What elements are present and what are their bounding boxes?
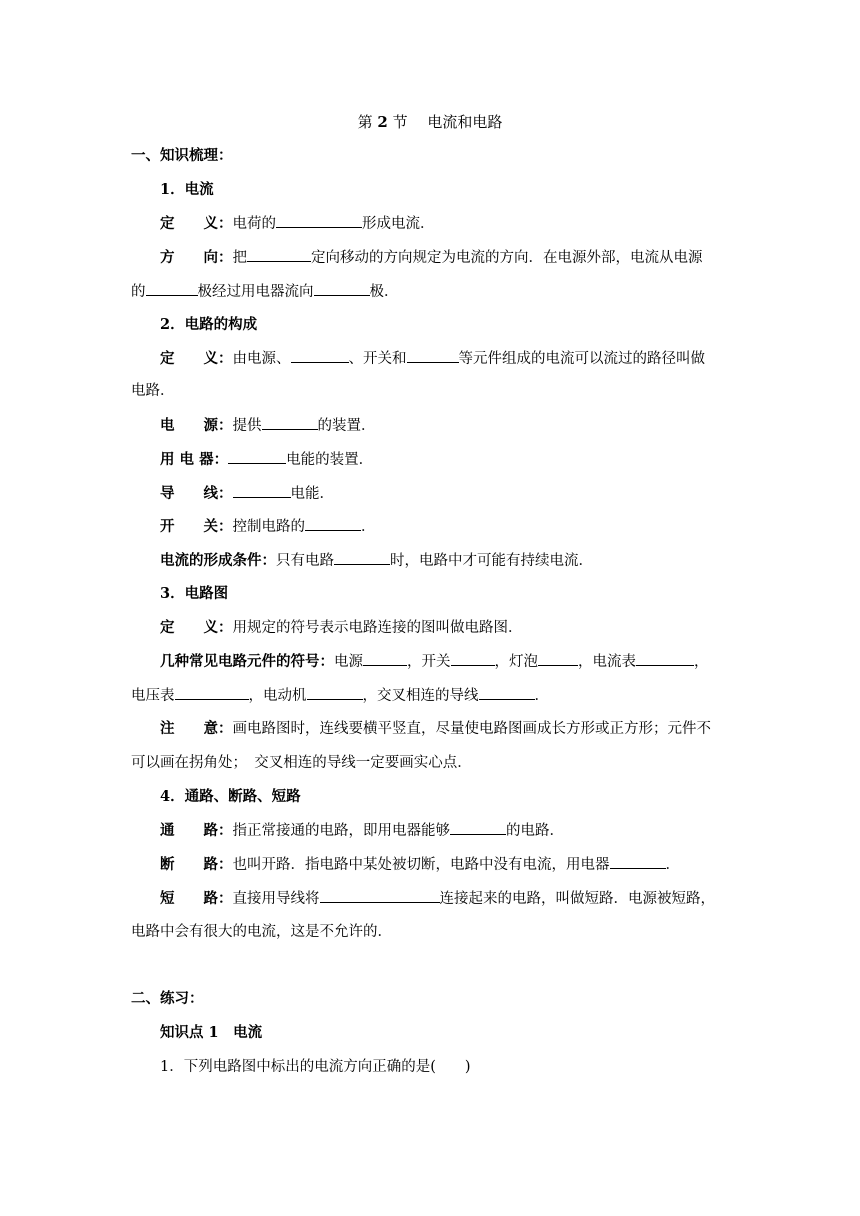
blank-line[interactable]	[407, 348, 459, 363]
composition-definition-cont: 电路．	[131, 383, 175, 399]
blank-line[interactable]	[479, 685, 535, 700]
blank-line[interactable]	[610, 854, 666, 869]
blank-line[interactable]	[538, 651, 578, 666]
current-condition-line: 电流的形成条件：只有电路 时，电路中才可能有持续电流．	[160, 552, 593, 569]
short-circuit-line: 短 路：直接用导线将 连接起来的电路，叫做短路．电源被短路，	[160, 890, 715, 907]
composition-definition: 定 义：由电源、 、开关和 等元件组成的电流可以流过的路径叫做	[160, 350, 705, 367]
power-source-line: 电 源：提供 的装置．	[160, 417, 376, 434]
blank-line[interactable]	[175, 685, 249, 700]
blank-line[interactable]	[305, 516, 361, 531]
blank-line[interactable]	[450, 820, 506, 835]
section-knowledge-heading: 一、知识梳理：	[131, 147, 233, 164]
current-direction: 方 向：把 定向移动的方向规定为电流的方向．在电源外部，电流从电源	[160, 249, 703, 266]
blank-line[interactable]	[247, 247, 311, 262]
knowledge-point-heading: 知识点 1 电流	[160, 1024, 263, 1041]
short-circuit-line-cont: 电路中会有很大的电流，这是不允许的．	[131, 924, 392, 940]
blank-line[interactable]	[363, 651, 407, 666]
current-direction-cont: 的 极经过用电器流向 极．	[131, 281, 731, 302]
diagram-definition: 定 义：用规定的符号表示电路连接的图叫做电路图．	[160, 619, 523, 636]
diagram-heading: 3．电路图	[160, 585, 229, 602]
blank-line[interactable]	[228, 449, 286, 464]
page-title: 第 2 节 电流和电路	[357, 113, 503, 131]
current-definition: 定 义：电荷的 形成电流．	[160, 215, 435, 232]
blank-line[interactable]	[334, 550, 390, 565]
symbols-line: 几种常见电路元件的符号：电源 ，开关 ，灯泡 ，电流表 ，	[160, 653, 709, 670]
blank-line[interactable]	[314, 281, 370, 296]
section-practice-heading: 二、练习：	[131, 990, 204, 1007]
note-line-cont: 可以画在拐角处； 交叉相连的导线一定要画实心点．	[131, 755, 472, 771]
blank-line[interactable]	[276, 213, 362, 228]
closed-circuit-line: 通 路：指正常接通的电路，即用电器能够 的电路．	[160, 822, 564, 839]
question-1: 1．下列电路图中标出的电流方向正确的是( )	[160, 1059, 471, 1075]
switch-line: 开 关：控制电路的 ．	[160, 518, 376, 535]
appliance-line: 用 电 器： 电能的装置．	[160, 451, 374, 468]
blank-line[interactable]	[636, 651, 694, 666]
composition-heading: 2．电路的构成	[160, 316, 258, 333]
note-line: 注 意：画电路图时，连线要横平竖直，尽量使电路图画成长方形或正方形；元件不	[160, 720, 711, 737]
blank-line[interactable]	[307, 685, 363, 700]
states-heading: 4．通路、断路、短路	[160, 788, 301, 805]
blank-line[interactable]	[291, 348, 349, 363]
current-heading: 1．电流	[160, 181, 214, 198]
blank-line[interactable]	[320, 888, 440, 903]
symbols-line-cont: 电压表 ，电动机 ，交叉相连的导线 ．	[131, 685, 731, 706]
blank-line[interactable]	[451, 651, 495, 666]
blank-line[interactable]	[146, 281, 198, 296]
open-circuit-line: 断 路：也叫开路．指电路中某处被切断，电路中没有电流，用电器 ．	[160, 856, 680, 873]
wire-line: 导 线： 电能．	[160, 485, 334, 502]
blank-line[interactable]	[262, 415, 318, 430]
blank-line[interactable]	[233, 483, 291, 498]
